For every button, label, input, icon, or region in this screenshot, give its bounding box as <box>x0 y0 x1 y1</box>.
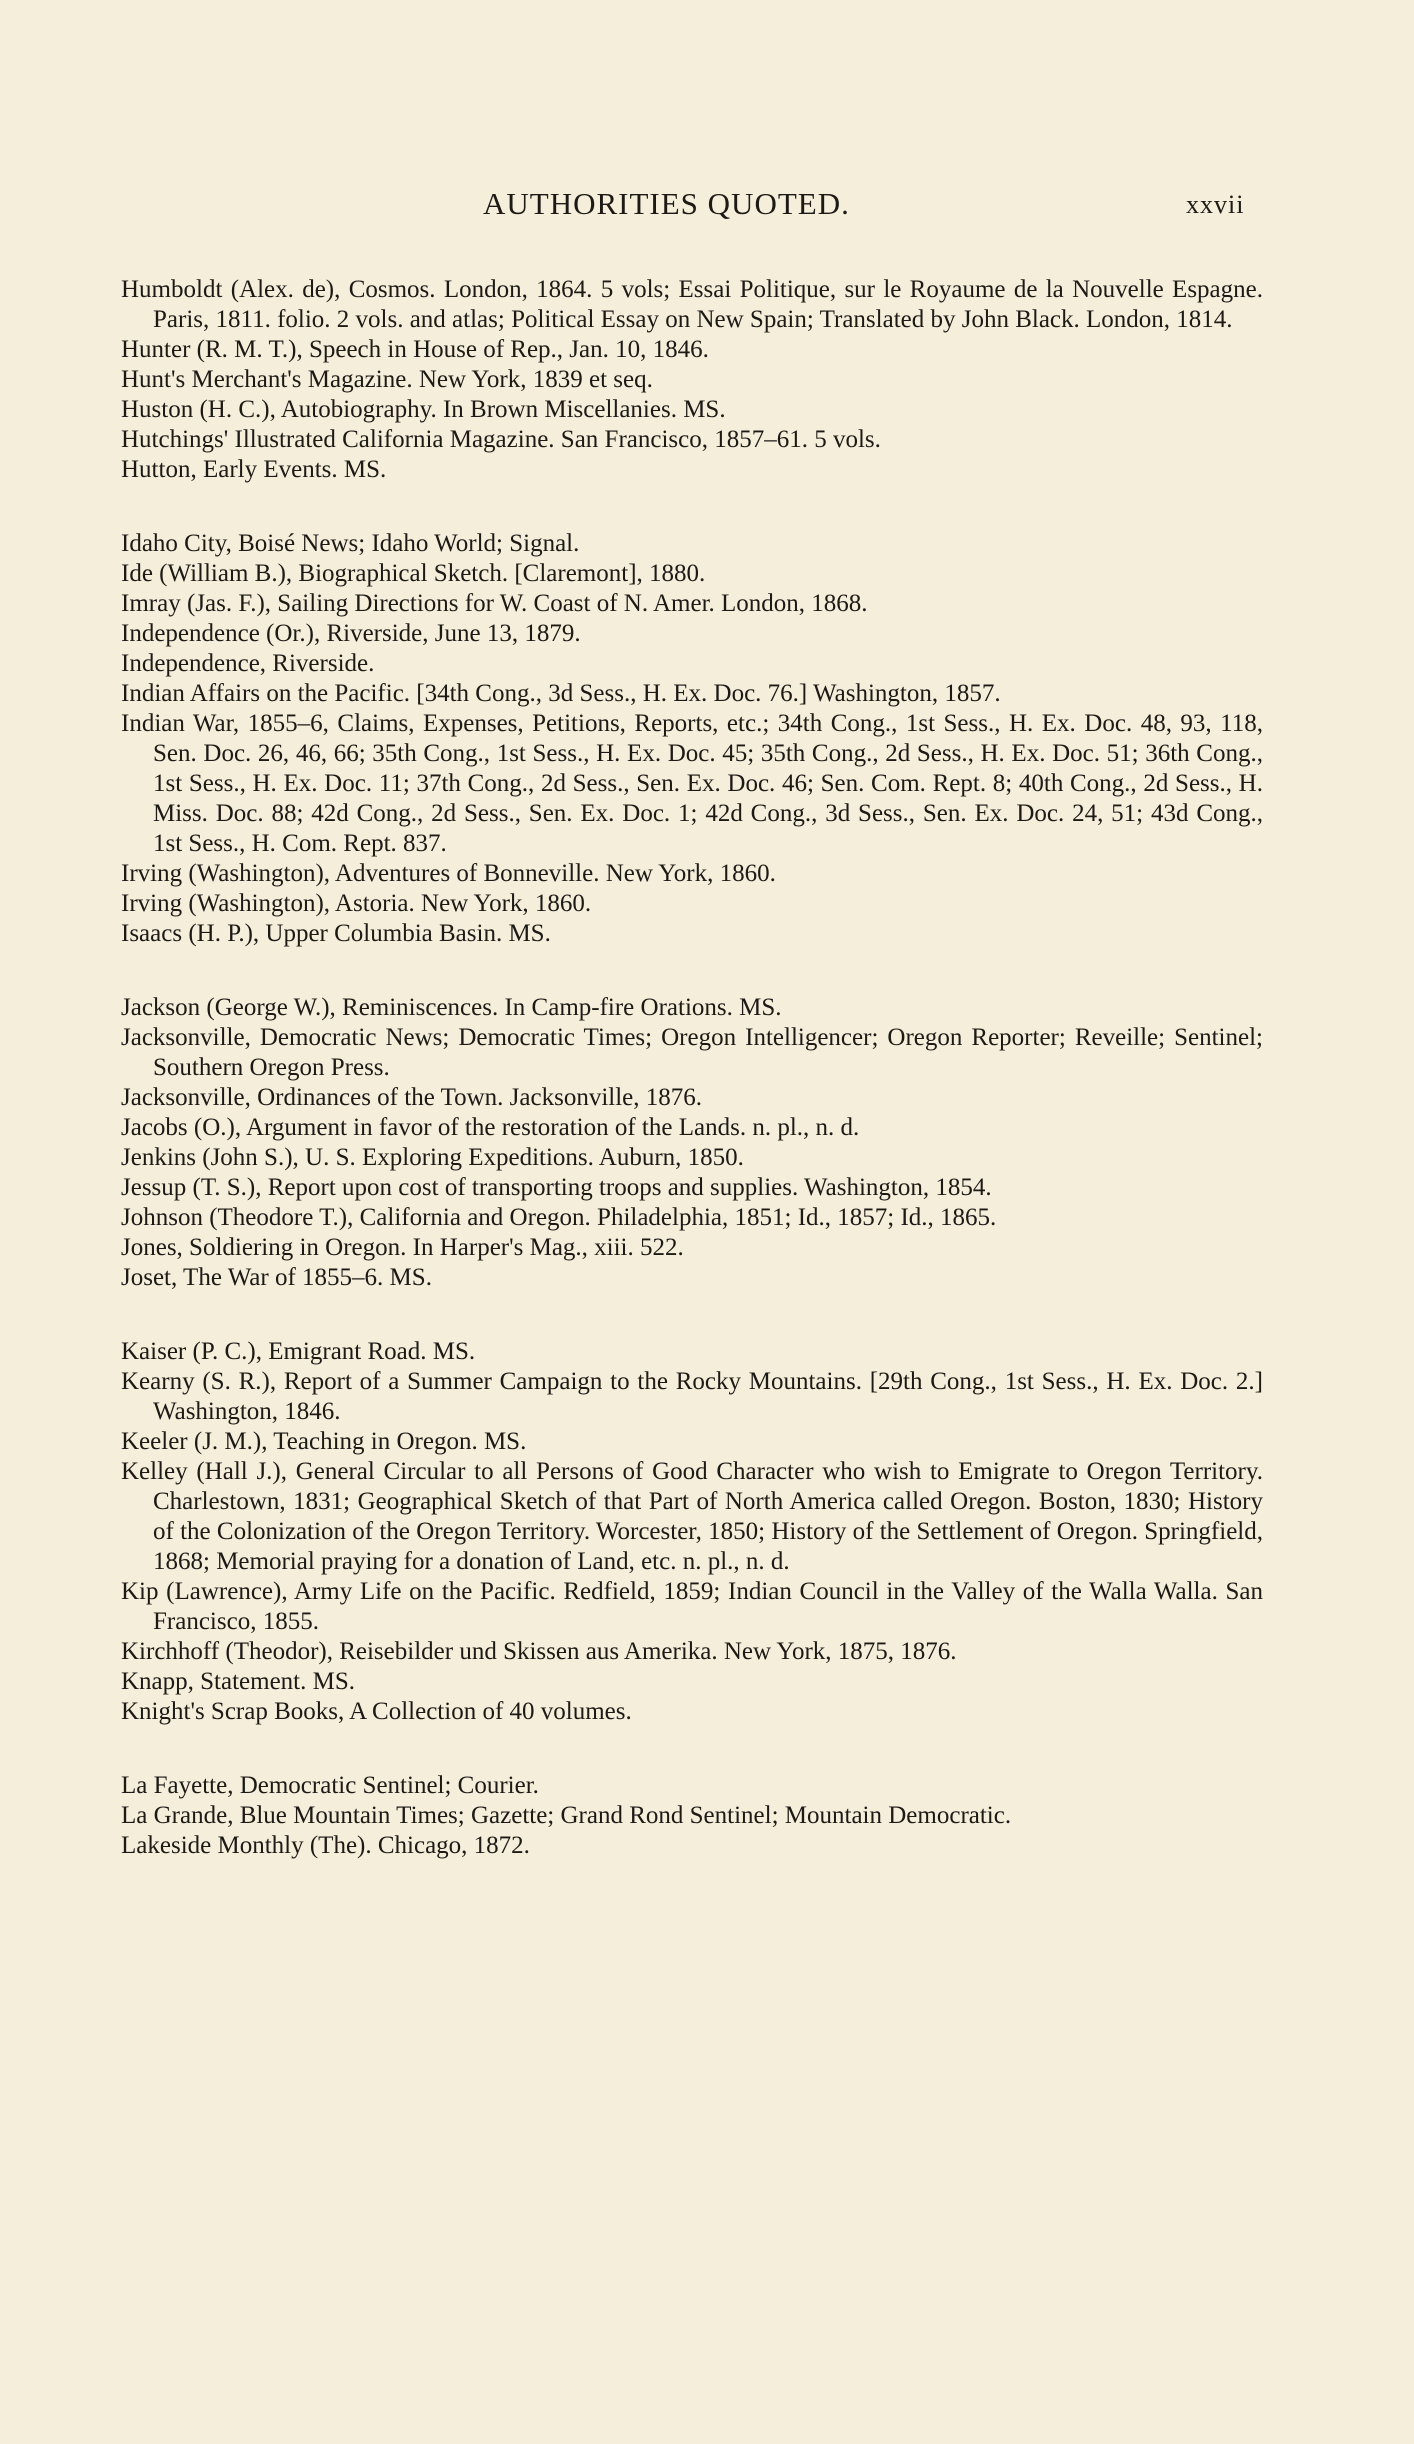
bibliography-entry: Jessup (T. S.), Report upon cost of transporting troops and supplies. Washington, 1854. <box>121 1174 992 1201</box>
bibliography-entry: Jackson (George W.), Reminiscences. In Camp-fire Orations. MS. <box>121 994 782 1021</box>
bibliography-entry: Knight's Scrap Books, A Collection of 40 volumes. <box>121 1698 632 1725</box>
bibliography-entry: Humboldt (Alex. de), Cosmos. London, 1864. 5 vols; Essai Politique, sur le Royaume de la Nouvelle Espagne. Paris, 1811. folio. 2 vols. and atlas; Political Essay on New Spain; Translated by John Black. London, 1814. <box>121 276 1263 333</box>
bibliography-entry: Ide (William B.), Biographical Sketch. [Claremont], 1880. <box>121 560 706 587</box>
bibliography-entry: Kirchhoff (Theodor), Reisebilder und Skissen aus Amerika. New York, 1875, 1876. <box>121 1638 957 1665</box>
bibliography-entry: Independence, Riverside. <box>121 650 375 677</box>
entry-group-i <box>121 529 1263 949</box>
page-number: xxvii <box>1186 190 1245 219</box>
bibliography-entry: Isaacs (H. P.), Upper Columbia Basin. MS. <box>121 920 551 947</box>
bibliography-entry: Jacobs (O.), Argument in favor of the restoration of the Lands. n. pl., n. d. <box>121 1114 860 1141</box>
bibliography-entry: Kaiser (P. C.), Emigrant Road. MS. <box>121 1338 476 1365</box>
bibliography-entry: Indian Affairs on the Pacific. [34th Cong., 3d Sess., H. Ex. Doc. 76.] Washington, 1857. <box>121 680 1001 707</box>
bibliography-entry: Huston (H. C.), Autobiography. In Brown Miscellanies. MS. <box>121 396 726 423</box>
bibliography-entry: Knapp, Statement. MS. <box>121 1668 356 1695</box>
bibliography-entry: Jacksonville, Ordinances of the Town. Jacksonville, 1876. <box>121 1084 703 1111</box>
bibliography-entry: Idaho City, Boisé News; Idaho World; Signal. <box>121 530 580 557</box>
bibliography-entry: Jacksonville, Democratic News; Democratic Times; Oregon Intelligencer; Oregon Reporter; Reveille; Sentinel; Southern Oregon Press. <box>121 1024 1263 1081</box>
bibliography-entry: Irving (Washington), Adventures of Bonneville. New York, 1860. <box>121 860 776 887</box>
bibliography-entry: Johnson (Theodore T.), California and Oregon. Philadelphia, 1851; Id., 1857; Id., 1865. <box>121 1204 997 1231</box>
bibliography-entry: Keeler (J. M.), Teaching in Oregon. MS. <box>121 1428 527 1455</box>
entry-group-l <box>121 1771 1263 1861</box>
entry-group-j <box>121 993 1263 1293</box>
bibliography-entry: Kearny (S. R.), Report of a Summer Campaign to the Rocky Mountains. [29th Cong., 1st Sess., H. Ex. Doc. 2.] Washington, 1846. <box>121 1368 1263 1425</box>
bibliography-entry: Imray (Jas. F.), Sailing Directions for W. Coast of N. Amer. London, 1868. <box>121 590 868 617</box>
entry-group-h <box>121 275 1263 485</box>
bibliography-entry: La Grande, Blue Mountain Times; Gazette; Grand Rond Sentinel; Mountain Democratic. <box>121 1802 1012 1829</box>
entry-group-k <box>121 1337 1263 1727</box>
bibliography-entry: Hunter (R. M. T.), Speech in House of Rep., Jan. 10, 1846. <box>121 336 709 363</box>
bibliography-entry: Kip (Lawrence), Army Life on the Pacific. Redfield, 1859; Indian Council in the Valley of the Walla Walla. San Francisco, 1855. <box>121 1578 1263 1635</box>
bibliography-list <box>121 275 1263 1905</box>
bibliography-entry: Irving (Washington), Astoria. New York, 1860. <box>121 890 592 917</box>
bibliography-entry: La Fayette, Democratic Sentinel; Courier. <box>121 1772 539 1799</box>
bibliography-entry: Independence (Or.), Riverside, June 13, 1879. <box>121 620 581 647</box>
bibliography-entry: Kelley (Hall J.), General Circular to all Persons of Good Character who wish to Emigrate to Oregon Territory. Charlestown, 1831; Geographical Sketch of that Part of North America called Oregon. Boston, 1830; History of the Colonization of the Oregon Territory. Worcester, 1850; History of the Settlement of Oregon. Springfield, 1868; Memorial praying for a donation of Land, etc. n. pl., n. d. <box>121 1458 1263 1575</box>
bibliography-entry: Jones, Soldiering in Oregon. In Harper's Mag., xiii. 522. <box>121 1234 684 1261</box>
bibliography-entry: Indian War, 1855–6, Claims, Expenses, Petitions, Reports, etc.; 34th Cong., 1st Sess., H. Ex. Doc. 48, 93, 118, Sen. Doc. 26, 46, 66; 35th Cong., 1st Sess., H. Ex. Doc. 45; 35th Cong., 2d Sess., H. Ex. Doc. 51; 36th Cong., 1st Sess., H. Ex. Doc. 11; 37th Cong., 2d Sess., Sen. Ex. Doc. 46; Sen. Com. Rept. 8; 40th Cong., 2d Sess., H. Miss. Doc. 88; 42d Cong., 2d Sess., Sen. Ex. Doc. 1; 42d Cong., 3d Sess., Sen. Ex. Doc. 24, 51; 43d Cong., 1st Sess., H. Com. Rept. 837. <box>121 710 1263 857</box>
page-title: AUTHORITIES QUOTED. <box>483 186 850 221</box>
bibliography-entry: Hutton, Early Events. MS. <box>121 456 387 483</box>
bibliography-entry: Lakeside Monthly (The). Chicago, 1872. <box>121 1832 530 1859</box>
bibliography-entry: Hunt's Merchant's Magazine. New York, 1839 et seq. <box>121 366 653 393</box>
bibliography-entry: Jenkins (John S.), U. S. Exploring Expeditions. Auburn, 1850. <box>121 1144 744 1171</box>
bibliography-entry: Hutchings' Illustrated California Magazine. San Francisco, 1857–61. 5 vols. <box>121 426 881 453</box>
bibliography-entry: Joset, The War of 1855–6. MS. <box>121 1264 432 1291</box>
running-header <box>0 186 1414 226</box>
